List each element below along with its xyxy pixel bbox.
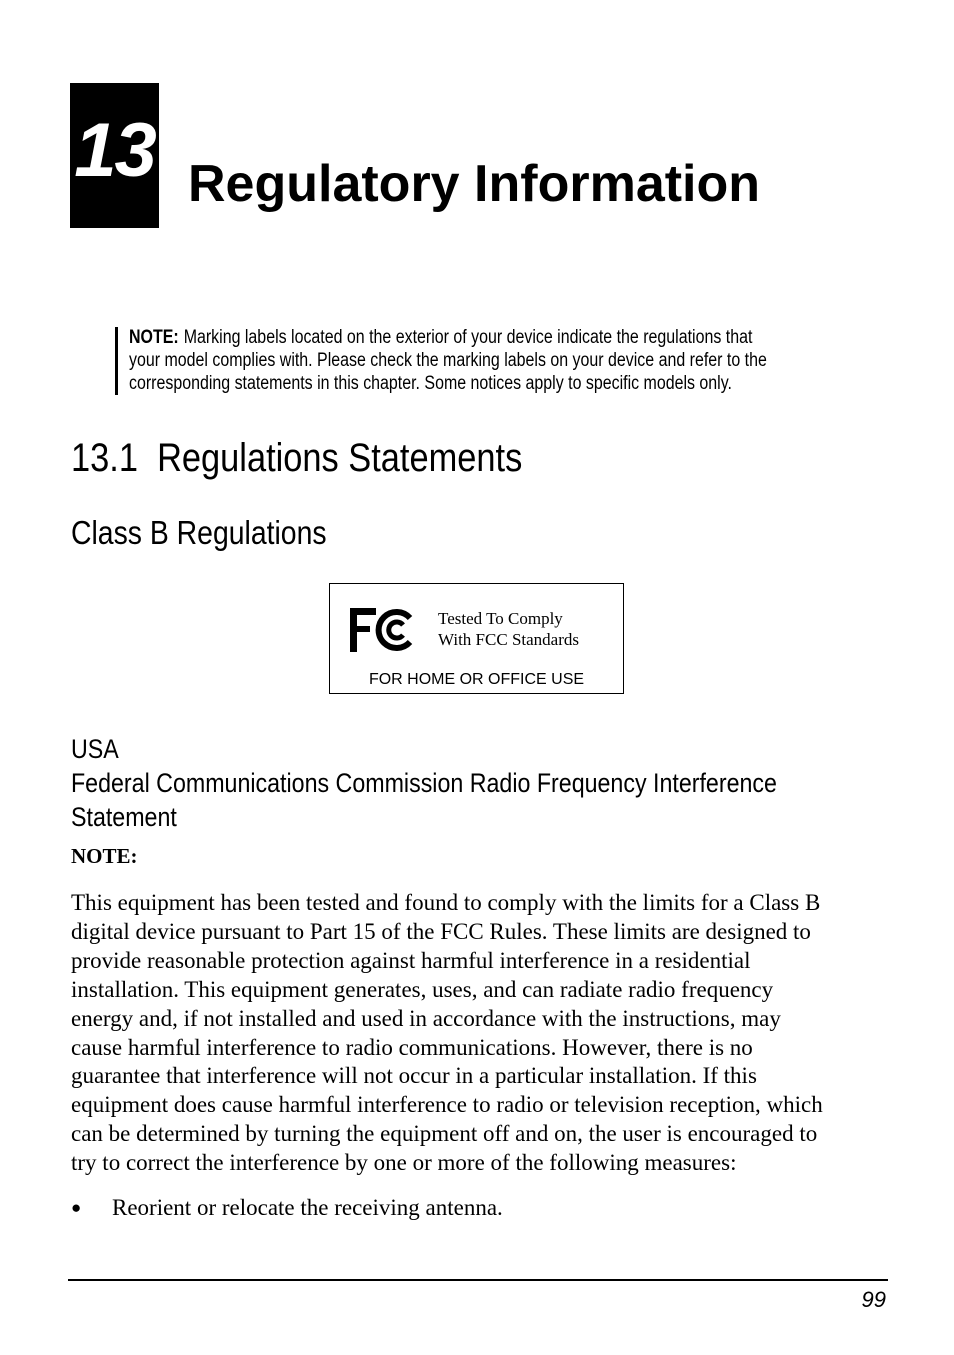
body-note-label: NOTE: [71,844,138,868]
chapter-title: Regulatory Information [188,155,761,213]
body-line: energy and, if not installed and used in accordance with the instructions, may [71,1005,781,1031]
bullet-icon: ● [71,1198,82,1217]
page-number: 99 [861,1287,886,1312]
note-box [129,326,776,395]
body-line: installation. This equipment generates, uses, and can radiate radio frequency [71,976,774,1002]
fcc-logo-icon [348,606,418,654]
usa-country-heading: USA [71,734,119,764]
chapter-number-box [70,83,159,228]
body-line: equipment does cause harmful interference to radio or television reception, which [71,1092,823,1118]
usa-heading-block [71,732,777,834]
body-line: try to correct the interference by one or more of the following measures: [71,1150,737,1176]
note-line-2: your model complies with. Please check the marking labels on your device and refer to the [129,350,767,371]
note-line-3: corresponding statements in this chapter. Some notices apply to specific models only. [129,373,732,394]
fcc-compliance-logo [329,583,624,694]
footer-rule [68,1279,888,1281]
body-line: can be determined by turning the equipment off and on, the user is encouraged to [71,1121,818,1147]
body-line: This equipment has been tested and found to comply with the limits for a Class B [71,890,821,915]
fcc-logo-line-2: With FCC Standards [438,630,579,649]
note-label: NOTE: [129,327,179,348]
fcc-statement-title-line-1: Federal Communications Commission Radio Frequency Interference [71,768,777,798]
fcc-logo-footer: FOR HOME OR OFFICE USE [368,671,585,688]
list-item [71,1194,503,1222]
fcc-statement-title-line-2: Statement [71,802,177,832]
section-heading: 13.1 Regulations Statements [71,436,523,480]
list-item-text: Reorient or relocate the receiving antenna. [112,1195,503,1220]
body-line: digital device pursuant to Part 15 of the FCC Rules. These limits are designed to [71,918,811,944]
body-line: guarantee that interference will not occur in a particular installation. If this [71,1063,757,1089]
body-line: cause harmful interference to radio communications. However, there is no [71,1034,753,1060]
body-line: provide reasonable protection against harmful interference in a residential [71,947,751,973]
note-sidebar-rule [115,327,118,395]
body-paragraph [71,889,886,1178]
note-line-1: NOTE: Marking labels located on the exterior of your device indicate the regulations that [129,327,753,348]
chapter-number: 13 [74,108,155,193]
fcc-logo-line-1: Tested To Comply [438,609,563,628]
subsection-heading: Class B Regulations [71,514,327,551]
